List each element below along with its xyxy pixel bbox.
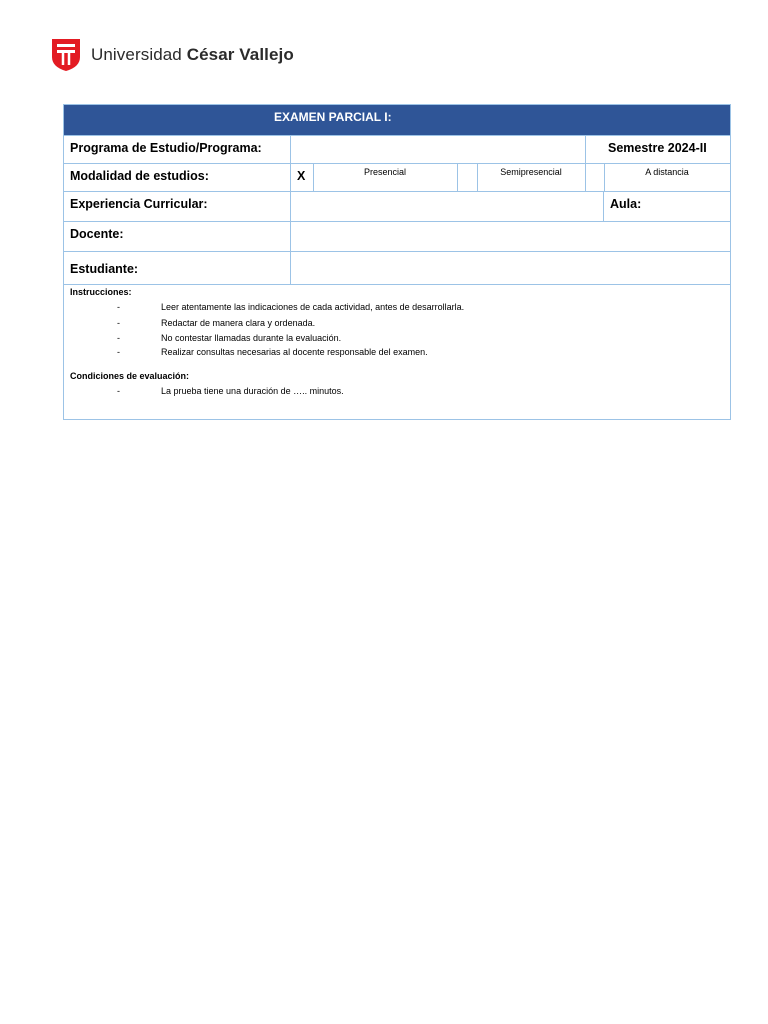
list-bullet: - <box>117 347 120 357</box>
university-name <box>91 45 294 65</box>
list-item: La prueba tiene una duración de ….. minutos. <box>161 386 344 396</box>
presencial-mark: X <box>297 169 306 183</box>
modalidad-row <box>64 163 730 191</box>
exam-header-table <box>63 104 731 420</box>
programa-row <box>64 135 730 163</box>
semestre-label: Semestre 2024-II <box>608 141 707 155</box>
list-bullet: - <box>117 302 120 312</box>
experiencia-row <box>64 191 730 221</box>
modalidad-label: Modalidad de estudios: <box>70 169 209 183</box>
list-bullet: - <box>117 318 120 328</box>
experiencia-label: Experiencia Curricular: <box>70 197 208 211</box>
university-name-bold: César Vallejo <box>186 45 294 64</box>
list-item: Realizar consultas necesarias al docente responsable del examen. <box>161 347 428 357</box>
exam-title: EXAMEN PARCIAL I: <box>274 110 392 124</box>
list-item: Redactar de manera clara y ordenada. <box>161 318 316 328</box>
estudiante-field[interactable] <box>290 252 730 284</box>
programa-label: Programa de Estudio/Programa: <box>70 141 262 155</box>
university-name-regular: Universidad <box>91 45 182 64</box>
semipresencial-option <box>477 164 585 191</box>
docente-field[interactable] <box>290 222 730 251</box>
list-bullet: - <box>117 333 120 343</box>
ucv-shield-icon <box>51 38 81 72</box>
aula-label: Aula: <box>610 197 642 211</box>
experiencia-field[interactable] <box>290 192 603 221</box>
semipresencial-checkbox[interactable] <box>457 164 477 191</box>
list-item: No contestar llamadas durante la evaluación. <box>161 333 342 343</box>
estudiante-label: Estudiante: <box>70 262 139 276</box>
instructions-section <box>64 284 730 421</box>
semestre-cell <box>585 136 730 163</box>
list-item: Leer atentamente las indicaciones de cada actividad, antes de desarrollarla. <box>161 302 465 312</box>
instructions-title: Instrucciones: <box>70 287 132 297</box>
list-bullet: - <box>117 386 120 396</box>
university-logo <box>51 38 294 72</box>
semipresencial-label: Semipresencial <box>500 167 562 177</box>
conditions-title: Condiciones de evaluación: <box>70 371 190 381</box>
docente-row <box>64 221 730 251</box>
presencial-option <box>313 164 457 191</box>
exam-title-bar <box>64 105 730 135</box>
distancia-label: A distancia <box>645 167 689 177</box>
estudiante-row <box>64 251 730 284</box>
programa-field[interactable] <box>290 136 585 163</box>
aula-cell[interactable] <box>603 192 730 221</box>
presencial-label: Presencial <box>363 167 407 177</box>
distancia-checkbox[interactable] <box>585 164 604 191</box>
distancia-option <box>604 164 730 191</box>
presencial-checkbox[interactable] <box>290 164 313 191</box>
docente-label: Docente: <box>70 227 124 241</box>
